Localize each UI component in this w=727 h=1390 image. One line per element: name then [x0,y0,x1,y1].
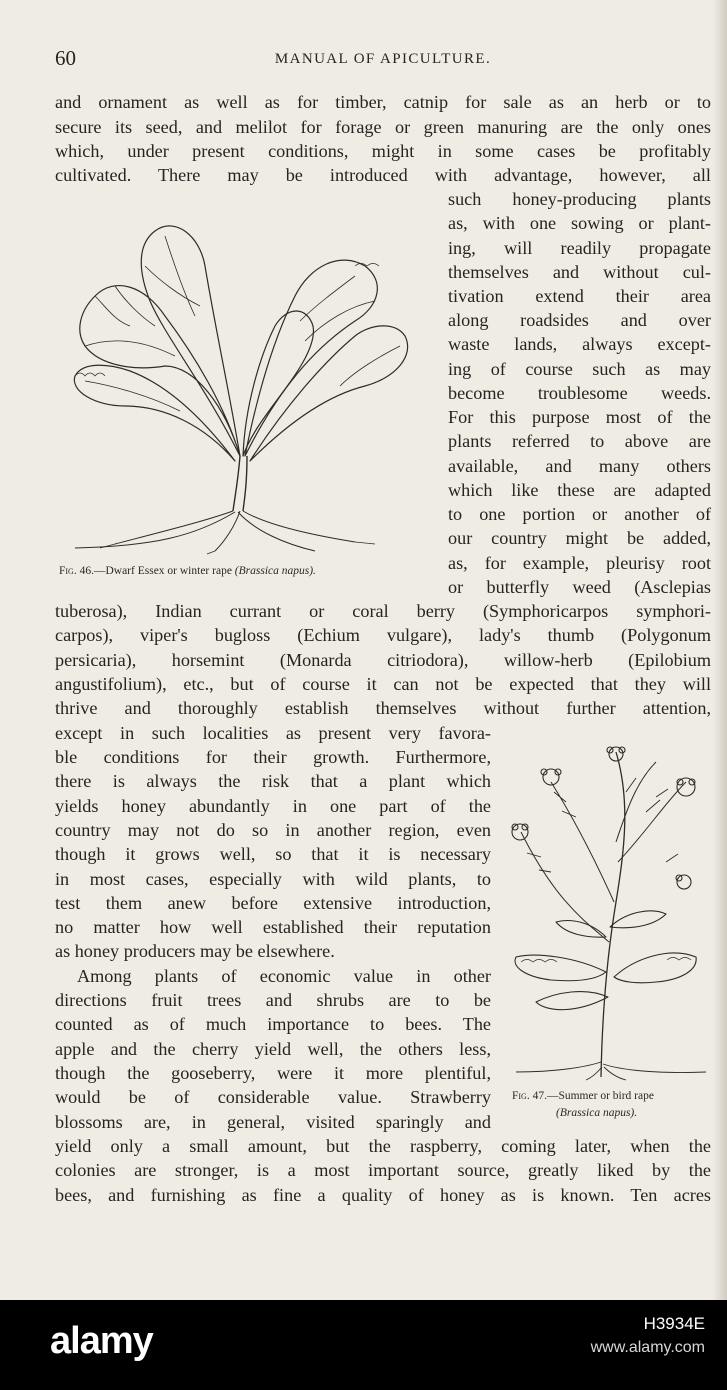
figure-47-caption-text: —Summer or bird rape [546,1090,654,1102]
text-line: tuberosa), Indian currant or coral berry (Symphoricarpos symphori- [55,601,711,621]
text-line: yield only a small amount, but the raspberry, coming later, when the [55,1136,711,1156]
figure-47-illustration [506,742,711,1082]
text-line: though it grows well, so that it is necessary [55,844,491,864]
image-id-block [591,1312,705,1360]
text-line: except in such localities as present very favora- [55,723,491,743]
text-line: thrive and thoroughly establish themselves without further attention, [55,698,711,718]
figure-47-caption [512,1088,712,1122]
figure-47-label: Fig. 47. [512,1090,547,1102]
text-line: counted as of much importance to bees. The [55,1014,491,1034]
text-line: Among plants of economic value in other [77,966,491,986]
summer-rape-drawing [506,742,711,1082]
text-line: to one portion or another of [448,504,711,524]
figure-46-illustration [55,206,425,556]
text-line: country may not do so in another region, even [55,820,491,840]
rape-plant-drawing [55,206,425,556]
text-line: our country might be added, [448,528,711,548]
text-line: plants referred to above are [448,431,711,451]
site-url: www.alamy.com [590,1339,705,1356]
text-line: though the gooseberry, were it more plentiful, [55,1063,491,1083]
figure-46-caption-text: —Dwarf Essex or winter rape [93,565,232,577]
text-line: colonies are stronger, is a most important source, greatly liked by the [55,1160,711,1180]
text-line: ing of course such as may [448,359,711,379]
text-line: as honey producers may be elsewhere. [55,941,335,961]
text-line: themselves and without cul- [448,262,711,282]
figure-47-species: (Brassica napus). [556,1107,638,1119]
watermark-footer [0,1300,727,1390]
text-line: such honey-producing plants [448,189,711,209]
text-line: directions fruit trees and shrubs are to be [55,990,491,1010]
text-line: bees, and furnishing as fine a quality of honey as is known. Ten acres [55,1185,711,1205]
text-line: waste lands, always except- [448,334,711,354]
text-line: carpos), viper's bugloss (Echium vulgare), lady's thumb (Polygonum [55,625,711,645]
text-line: apple and the cherry yield well, the others less, [55,1039,491,1059]
page-number: 60 [55,46,76,70]
text-line: become troublesome weeds. [448,383,711,403]
text-line: there is always the risk that a plant which [55,771,491,791]
text-line: tivation extend their area [448,286,711,306]
text-line: which like these are adapted [448,480,711,500]
text-line: For this purpose most of the [448,407,711,427]
text-line: angustifolium), etc., but of course it can not be expected that they will [55,674,711,694]
text-line: yields honey abundantly in one part of the [55,796,491,816]
text-line: or butterfly weed (Asclepias [448,577,711,597]
figure-46-species: (Brassica napus). [234,565,316,577]
text-line: no matter how well established their reputation [55,917,491,937]
figure-46-label: Fig. 46. [59,565,94,577]
figure-46-caption [59,563,316,580]
text-line: in most cases, especially with wild plants, to [55,869,491,889]
text-line: test them anew before extensive introduction, [55,893,491,913]
text-line: and ornament as well as for timber, catnip for sale as an herb or to [55,92,711,112]
page-header [55,46,711,76]
image-id: H3934E [643,1314,705,1333]
brand-logo: alamy [50,1320,153,1362]
text-line: cultivated. There may be introduced with advantage, however, all [55,165,711,185]
running-title: MANUAL OF APICULTURE. [274,51,492,67]
text-line: as, with one sowing or plant- [448,213,711,233]
text-line: which, under present conditions, might in some cases be profitably [55,141,711,161]
text-line: ing, will readily propagate [448,238,711,258]
text-line: ble conditions for their growth. Furthermore, [55,747,491,767]
text-line: as, for example, pleurisy root [448,553,711,573]
text-line: available, and many others [448,456,711,476]
text-line: blossoms are, in general, visited sparingly and [55,1112,491,1132]
text-line: would be of considerable value. Strawberry [55,1087,491,1107]
text-line: persicaria), horsemint (Monarda citriodora), willow-herb (Epilobium [55,650,711,670]
text-line: along roadsides and over [448,310,711,330]
text-line: secure its seed, and melilot for forage or green manuring are the only ones [55,117,711,137]
